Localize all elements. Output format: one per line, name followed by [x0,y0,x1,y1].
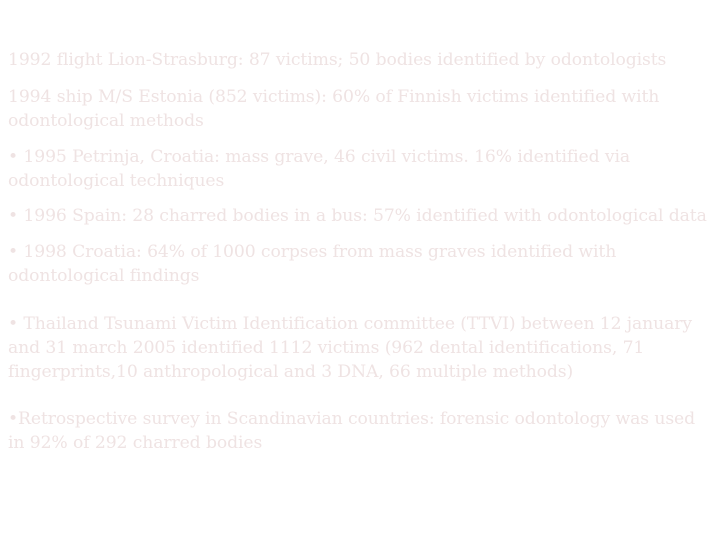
list-item-text: Thailand Tsunami Victim Identification committee (TTVI) between 12 january and 31 march 2005 identified 1112 victims (962 dental identifications, 71 fingerprints,10 anthropological and 3 DNA, 66 multiple methods) [8,314,692,382]
list-item [8,85,714,133]
list-item [8,312,714,384]
bullet-mark: • [8,409,19,429]
bullet-mark: • [8,314,19,334]
bullet-mark: • [8,206,19,226]
bullet-mark: • [8,242,19,262]
list-item [8,145,714,193]
list-item-text: 1998 Croatia: 64% of 1000 corpses from mass graves identified with odontological findings [8,242,617,286]
list-item-text: 1992 flight Lion-Strasburg: 87 victims; 50 bodies identified by odontologists [8,50,667,70]
list-item-text: 1995 Petrinja, Croatia: mass grave, 46 civil victims. 16% identified via odontological techniques [8,147,631,191]
list-item [8,204,714,228]
list-item [8,407,714,455]
bullet-mark: • [8,147,19,167]
list-item-text: Retrospective survey in Scandinavian countries: forensic odontology was used in 92% of 292 charred bodies [8,409,696,453]
list-item [8,240,714,288]
list-item-text: 1994 ship M/S Estonia (852 victims): 60% of Finnish victims identified with odontological methods [8,87,660,131]
list-item-text: 1996 Spain: 28 charred bodies in a bus: 57% identified with odontological data [18,206,707,226]
list-item [8,48,714,72]
